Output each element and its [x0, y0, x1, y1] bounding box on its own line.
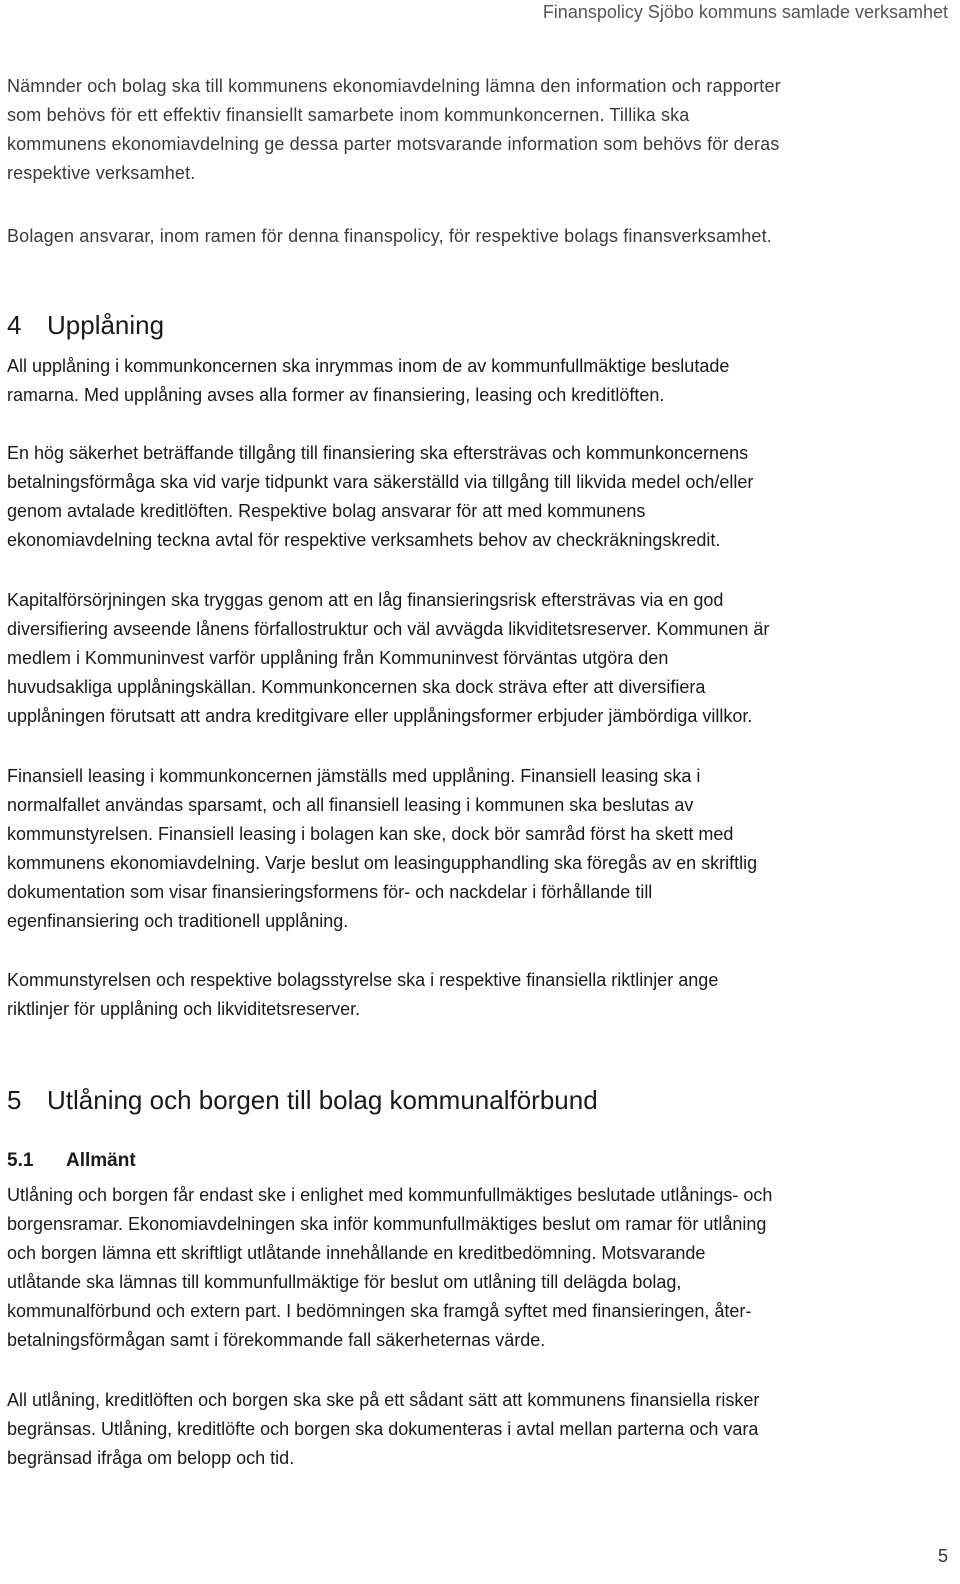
subsection-title: Allmänt [66, 1150, 136, 1171]
text-line: riktlinjer för upplåning och likviditetsreserver. [7, 999, 361, 1019]
text-line: egenfinansiering och traditionell upplåning. [7, 911, 349, 931]
text-line: Bolagen ansvarar, inom ramen för denna finanspolicy, för respektive bolags finansverksamhet. [7, 226, 772, 246]
subsection-number: 5.1 [7, 1150, 34, 1171]
section-title: Utlåning och borgen till bolag kommunalförbund [47, 1085, 598, 1115]
text-line: Kapitalförsörjningen ska tryggas genom att en låg finansieringsrisk eftersträvas via en god [7, 590, 724, 610]
paragraph-board-guidelines [7, 966, 951, 1024]
text-line: kommunalförbund och extern part. I bedömningen ska framgå syftet med finansieringen, åter- [7, 1301, 752, 1321]
text-line: kommunstyrelsen. Finansiell leasing i bolagen kan ske, dock bör samråd först ha skett med [7, 824, 734, 844]
text-line: En hög säkerhet beträffande tillgång till finansiering ska eftersträvas och kommunkoncernens [7, 443, 749, 463]
text-line: normalfallet användas sparsamt, och all finansiell leasing i kommunen ska beslutas av [7, 795, 694, 815]
paragraph-lending-risk [7, 1386, 951, 1473]
text-line: kommunens ekonomiavdelning. Varje beslut om leasingupphandling ska föregås av en skriftlig [7, 853, 758, 873]
text-line: som behövs för ett effektiv finansiellt samarbete inom kommunkoncernen. Tillika ska [7, 105, 690, 125]
text-line: utlåtande ska lämnas till kommunfullmäktige för beslut om utlåning till delägda bolag, [7, 1272, 682, 1292]
subsection-heading-5-1 [7, 1148, 136, 1174]
section-heading-5 [7, 1083, 598, 1117]
section-number: 5 [7, 1085, 22, 1115]
text-line: borgensramar. Ekonomiavdelningen ska inför kommunfullmäktiges beslut om ramar för utlåning [7, 1214, 767, 1234]
text-line: begränsad ifråga om belopp och tid. [7, 1448, 295, 1468]
text-line: genom avtalade kreditlöften. Respektive bolag ansvarar för att med kommunens [7, 501, 646, 521]
paragraph-financing-security [7, 439, 951, 555]
text-line: Kommunstyrelsen och respektive bolagsstyrelse ska i respektive finansiella riktlinjer ange [7, 970, 719, 990]
paragraph-company-responsibility [7, 222, 951, 251]
text-line: betalningsförmågan samt i förekommande fall säkerheternas värde. [7, 1330, 546, 1350]
paragraph-financial-leasing [7, 762, 951, 936]
paragraph-borrowing-scope [7, 352, 951, 410]
text-line: begränsas. Utlåning, kreditlöfte och borgen ska dokumenteras i avtal mellan parterna och vara [7, 1419, 759, 1439]
running-header: Finanspolicy Sjöbo kommuns samlade verksamhet [542, 2, 948, 22]
text-line: Finansiell leasing i kommunkoncernen jämställs med upplåning. Finansiell leasing ska i [7, 766, 701, 786]
text-line: kommunens ekonomiavdelning ge dessa parter motsvarande information som behövs för deras [7, 134, 780, 154]
text-line: upplåningen förutsatt att andra kreditgivare eller upplåningsformer erbjuder jämbördiga villkor. [7, 706, 753, 726]
text-line: medlem i Kommuninvest varför upplåning från Kommuninvest förväntas utgöra den [7, 648, 669, 668]
section-number: 4 [7, 310, 22, 340]
text-line: Nämnder och bolag ska till kommunens ekonomiavdelning lämna den information och rapporter [7, 76, 781, 96]
text-line: betalningsförmåga ska vid varje tidpunkt vara säkerställd via tillgång till likvida medel och/eller [7, 472, 754, 492]
section-heading-4 [7, 308, 164, 342]
text-line: Utlåning och borgen får endast ske i enlighet med kommunfullmäktiges beslutade utlånings- och [7, 1185, 773, 1205]
text-line: diversifiering avseende lånens förfallostruktur och väl avvägda likviditetsreserver. Kommunen är [7, 619, 770, 639]
text-line: huvudsakliga upplåningskällan. Kommunkoncernen ska dock sträva efter att diversifiera [7, 677, 706, 697]
paragraph-capital-supply [7, 586, 951, 731]
text-line: och borgen lämna ett skriftligt utlåtande innehållande en kreditbedömning. Motsvarande [7, 1243, 706, 1263]
text-line: respektive verksamhet. [7, 163, 196, 183]
text-line: ramarna. Med upplåning avses alla former av finansiering, leasing och kreditlöften. [7, 385, 665, 405]
section-title: Upplåning [47, 310, 165, 340]
text-line: All upplåning i kommunkoncernen ska inrymmas inom de av kommunfullmäktige beslutade [7, 356, 730, 376]
text-line: All utlåning, kreditlöften och borgen ska ske på ett sådant sätt att kommunens finansiella risker [7, 1390, 760, 1410]
text-line: ekonomiavdelning teckna avtal för respektive verksamhets behov av checkräkningskredit. [7, 530, 721, 550]
paragraph-lending-general [7, 1181, 951, 1355]
text-line: dokumentation som visar finansieringsformens för- och nackdelar i förhållande till [7, 882, 653, 902]
paragraph-info-requirements [7, 72, 951, 188]
page-number: 5 [937, 1546, 948, 1566]
